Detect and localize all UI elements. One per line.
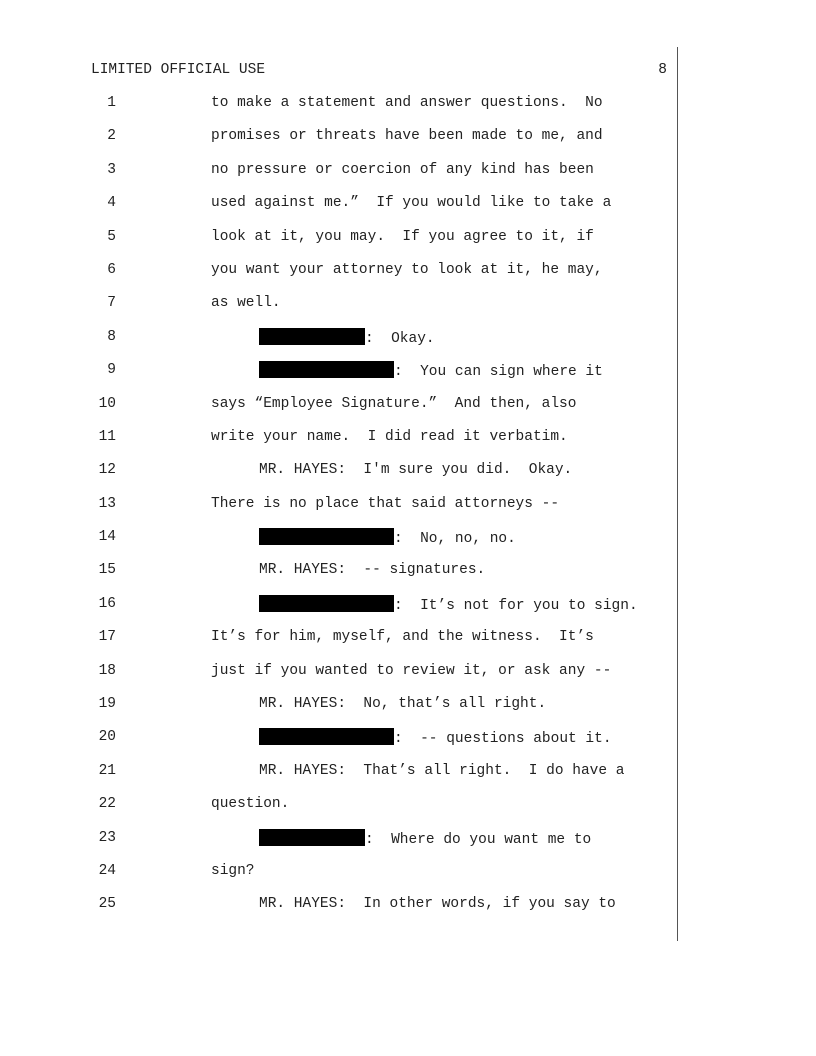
transcript-line bbox=[0, 726, 816, 759]
line-number: 3 bbox=[107, 161, 116, 178]
line-text-with-redaction bbox=[259, 595, 638, 615]
line-text: MR. HAYES: -- signatures. bbox=[259, 562, 486, 579]
page-number: 8 bbox=[658, 62, 667, 78]
line-number: 6 bbox=[107, 261, 116, 278]
line-number: 14 bbox=[98, 529, 116, 546]
transcript-line bbox=[0, 793, 816, 826]
speaker-remark: : It’s not for you to sign. bbox=[394, 597, 638, 614]
line-number: 5 bbox=[107, 228, 116, 245]
line-text: MR. HAYES: I'm sure you did. Okay. bbox=[259, 462, 573, 479]
transcript-line bbox=[0, 626, 816, 659]
redacted-speaker-name bbox=[259, 595, 394, 612]
line-number: 25 bbox=[98, 896, 116, 913]
line-number: 21 bbox=[98, 762, 116, 779]
transcript-line bbox=[0, 526, 816, 559]
line-number: 9 bbox=[107, 362, 116, 379]
line-text: write your name. I did read it verbatim. bbox=[211, 428, 568, 445]
redacted-speaker-name bbox=[259, 328, 365, 345]
transcript-line bbox=[0, 192, 816, 225]
line-text: to make a statement and answer questions. No bbox=[211, 95, 603, 111]
transcript-line bbox=[0, 559, 816, 592]
speaker-remark: : No, no, no. bbox=[394, 531, 516, 548]
classification-marking: LIMITED OFFICIAL USE bbox=[91, 62, 266, 78]
transcript-line bbox=[0, 459, 816, 492]
line-number: 20 bbox=[98, 729, 116, 746]
line-text: MR. HAYES: No, that’s all right. bbox=[259, 696, 547, 713]
transcript-line bbox=[0, 593, 816, 626]
line-text: says “Employee Signature.” And then, also bbox=[211, 395, 577, 412]
line-number: 22 bbox=[98, 796, 116, 813]
speaker-remark: : You can sign where it bbox=[394, 364, 603, 381]
transcript-line bbox=[0, 292, 816, 325]
line-text: It’s for him, myself, and the witness. It’s bbox=[211, 629, 594, 646]
line-text-with-redaction bbox=[259, 328, 435, 348]
line-text: no pressure or coercion of any kind has been bbox=[211, 161, 594, 178]
line-number: 13 bbox=[98, 495, 116, 512]
line-number: 7 bbox=[107, 295, 116, 312]
line-text: promises or threats have been made to me, and bbox=[211, 128, 603, 145]
line-text: MR. HAYES: In other words, if you say to bbox=[259, 896, 616, 913]
redacted-speaker-name bbox=[259, 361, 394, 378]
line-text: look at it, you may. If you agree to it, if bbox=[211, 228, 594, 245]
line-text: you want your attorney to look at it, he may, bbox=[211, 261, 603, 278]
line-number: 15 bbox=[98, 562, 116, 579]
speaker-remark: : Okay. bbox=[365, 330, 435, 347]
line-text: MR. HAYES: That’s all right. I do have a bbox=[259, 762, 625, 779]
redacted-speaker-name bbox=[259, 728, 394, 745]
transcript-line bbox=[0, 125, 816, 158]
line-number: 8 bbox=[107, 328, 116, 345]
speaker-remark: : Where do you want me to bbox=[365, 831, 592, 848]
transcript-line bbox=[0, 693, 816, 726]
line-number: 17 bbox=[98, 629, 116, 646]
transcript-line bbox=[0, 493, 816, 526]
transcript-line bbox=[0, 359, 816, 392]
line-text: as well. bbox=[211, 295, 281, 312]
line-text-with-redaction bbox=[259, 728, 612, 748]
transcript-line bbox=[0, 326, 816, 359]
transcript-line bbox=[0, 226, 816, 259]
transcript-line bbox=[0, 827, 816, 860]
line-text: question. bbox=[211, 796, 290, 813]
line-number: 12 bbox=[98, 462, 116, 479]
line-text-with-redaction bbox=[259, 528, 516, 548]
transcript-line bbox=[0, 159, 816, 192]
line-number: 23 bbox=[98, 829, 116, 846]
transcript-line bbox=[0, 660, 816, 693]
line-number: 24 bbox=[98, 862, 116, 879]
line-number: 11 bbox=[98, 428, 116, 445]
line-text: sign? bbox=[211, 862, 255, 879]
line-number: 2 bbox=[107, 128, 116, 145]
line-text: just if you wanted to review it, or ask any -- bbox=[211, 662, 612, 679]
line-text-with-redaction bbox=[259, 361, 603, 381]
line-number: 1 bbox=[107, 95, 116, 111]
redacted-speaker-name bbox=[259, 829, 365, 846]
line-number: 10 bbox=[98, 395, 116, 412]
line-number: 19 bbox=[98, 696, 116, 713]
transcript-line bbox=[0, 259, 816, 292]
transcript-body bbox=[0, 92, 816, 927]
transcript-line bbox=[0, 393, 816, 426]
transcript-line bbox=[0, 860, 816, 893]
transcript-line bbox=[0, 92, 816, 125]
transcript-line bbox=[0, 426, 816, 459]
line-number: 16 bbox=[98, 595, 116, 612]
redacted-speaker-name bbox=[259, 528, 394, 545]
line-number: 4 bbox=[107, 195, 116, 212]
line-text: used against me.” If you would like to take a bbox=[211, 195, 612, 212]
line-number: 18 bbox=[98, 662, 116, 679]
transcript-line bbox=[0, 893, 816, 926]
transcript-line bbox=[0, 760, 816, 793]
line-text: There is no place that said attorneys -- bbox=[211, 495, 560, 512]
speaker-remark: : -- questions about it. bbox=[394, 731, 612, 748]
line-text-with-redaction bbox=[259, 829, 591, 849]
